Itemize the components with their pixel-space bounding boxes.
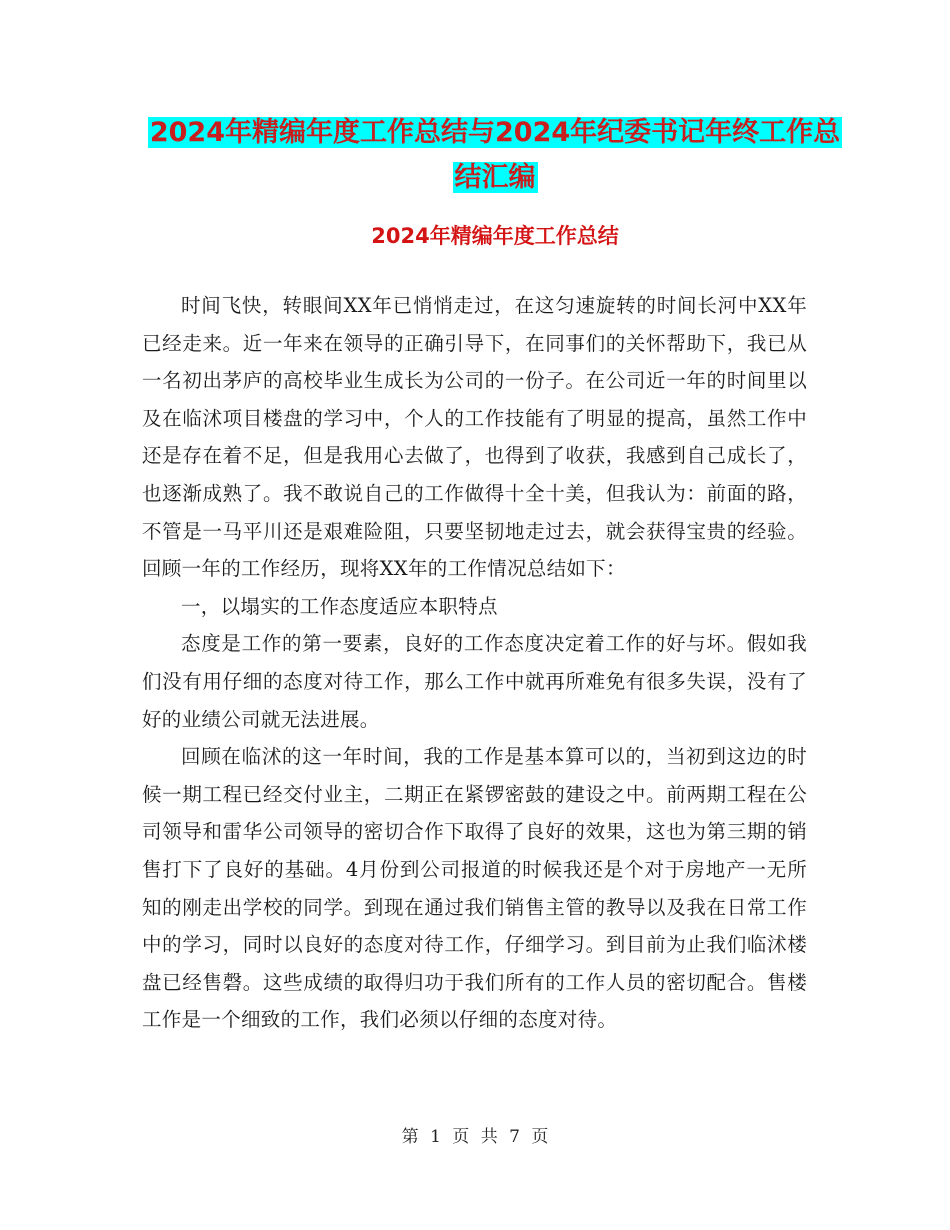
paragraph-intro: 时间飞快，转眼间XX年已悄悄走过，在这匀速旋转的时间长河中XX年已经走来。近一年来在领导的正确引导下，在同事们的关怀帮助下，我已从一名初出茅庐的高校毕业生成长为公司的一份子。在公司近一年的时间里以及在临沭项目楼盘的学习中，个人的工作技能有了明显的提高，虽然工作中还是存在着不足，但是我用心去做了，也得到了收获，我感到自己成长了，也逐渐成熟了。我不敢说自己的工作做得十全十美，但我认为：前面的路，不管是一马平川还是艰难险阻，只要坚韧地走过去，就会获得宝贵的经验。回顾一年的工作经历，现将XX年的工作情况总结如下： [142, 294, 807, 581]
paragraph-heading-1: 一，以塌实的工作态度适应本职特点 [181, 594, 498, 618]
section-title: 2024年精编年度工作总结 [371, 224, 619, 248]
paragraph-attitude: 态度是工作的第一要素，良好的工作态度决定着工作的好与坏。假如我们没有用仔细的态度对待工作，那么工作中就再所难免有很多失误，没有了好的业绩公司就无法进展。 [142, 632, 807, 731]
document-body [142, 287, 807, 1039]
document-title-text: 2024年精编年度工作总结与2024年纪委书记年终工作总结汇编 [149, 117, 841, 193]
paragraph-review: 回顾在临沭的这一年时间，我的工作是基本算可以的，当初到这边的时候一期工程已经交付业主，二期正在紧锣密鼓的建设之中。前两期工程在公司领导和雷华公司领导的密切合作下取得了良好的效果，这也为第三期的销售打下了良好的基础。4月份到公司报道的时候我还是个对于房地产一无所知的刚走出学校的同学。到现在通过我们销售主管的教导以及我在日常工作中的学习，同时以良好的态度对待工作，仔细学习。到目前为止我们临沭楼盘已经售磬。这些成绩的取得归功于我们所有的工作人员的密切配合。售楼工作是一个细致的工作，我们必须以仔细的态度对待。 [142, 745, 807, 1032]
document-title [140, 110, 850, 200]
page-footer: 第 1 页 共 7 页 [401, 1127, 549, 1147]
